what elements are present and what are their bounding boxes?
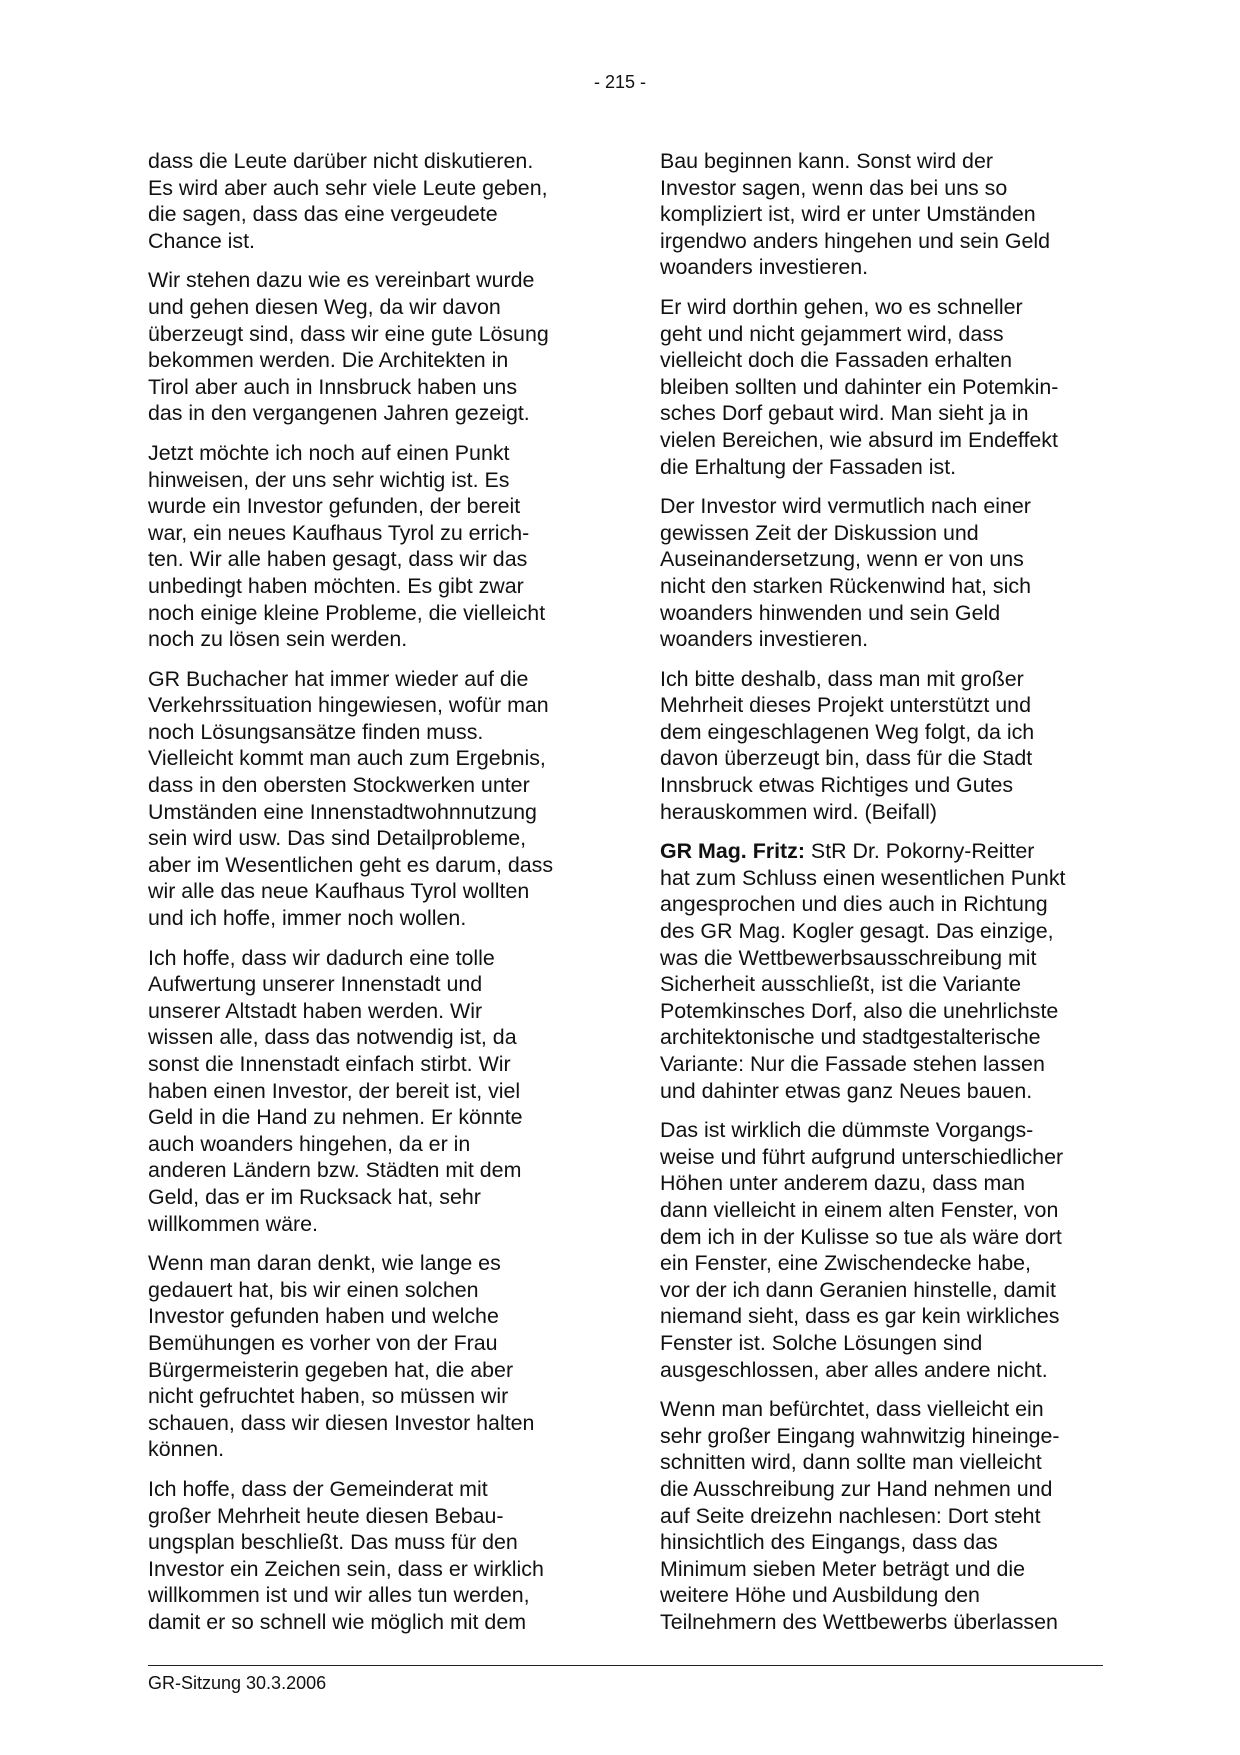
paragraph: Wenn man befürchtet, dass vielleicht ein sehr großer Eingang wahnwitzig hineinge- schnitten wird, dann sollte man vielleicht die Ausschreibung zur Hand nehmen und auf Seite dreizehn nachlesen: Dort steht hinsichtlich des Eingangs, dass das Minimum sieben Meter beträgt und die weitere Höhe und Ausbildung den Teilnehmern des Wettbewerbs überlassen — [660, 1397, 1060, 1634]
paragraph: Wenn man daran denkt, wie lange es gedauert hat, bis wir einen solchen Investor gefunden haben und welche Bemühungen es vorher von der Frau Bürgermeisterin gegeben hat, die aber nicht gefruchtet haben, so müssen wir schauen, dass wir diesen Investor halten können. — [148, 1251, 535, 1462]
paragraph: Er wird dorthin gehen, wo es schneller geht und nicht gejammert wird, dass vielleicht doch die Fassaden erhalten bleiben sollten und dahinter ein Potemkin- sches Dorf gebaut wird. Man sieht ja in vielen Bereichen, wie absurd im Endeffekt die Erhaltung der Fassaden ist. — [660, 294, 1059, 479]
paragraph: Ich hoffe, dass wir dadurch eine tolle Aufwertung unserer Innenstadt und unserer Altstadt haben werden. Wir wissen alle, dass das notwendig ist, da sonst die Innenstadt einfach stirbt. Wir haben einen Investor, der bereit ist, viel Geld in die Hand zu nehmen. Er könnte auch woanders hingehen, da er in anderen Ländern bzw. Städten mit dem Geld, das er im Rucksack hat, sehr willkommen wäre. — [148, 945, 523, 1236]
paragraph: Das ist wirklich die dümmste Vorgangs- weise und führt aufgrund unterschiedlicher Höhen unter anderem dazu, dass man dann vielleicht in einem alten Fenster, von dem ich in der Kulisse so tue als wäre dort ein Fenster, eine Zwischendecke habe, vor der ich dann Geranien hinstelle, damit niemand sieht, dass es gar kein wirkliches Fenster ist. Solche Lösungen sind ausgeschlossen, aber alles andere nicht. — [660, 1118, 1064, 1382]
footer-session-label: GR-Sitzung 30.3.2006 — [148, 1673, 327, 1693]
speaker-paragraph — [660, 838, 1108, 1104]
paragraph: dass die Leute darüber nicht diskutieren. Es wird aber auch sehr viele Leute geben, die sagen, dass das eine vergeudete Chance ist. — [148, 149, 548, 253]
page-number: - 215 - — [593, 72, 647, 92]
left-column — [148, 148, 596, 1648]
paragraph: Wir stehen dazu wie es vereinbart wurde und gehen diesen Weg, da wir davon überzeugt sind, dass wir eine gute Lösung bekommen werden. Die Architekten in Tirol aber auch in Innsbruck haben uns das in den vergangenen Jahren gezeigt. — [148, 268, 549, 426]
paragraph: Bau beginnen kann. Sonst wird der Investor sagen, wenn das bei uns so kompliziert ist, wird er unter Umständen irgendwo anders hingehen und sein Geld woanders investieren. — [660, 149, 1051, 280]
paragraph: Ich hoffe, dass der Gemeinderat mit großer Mehrheit heute diesen Bebau- ungsplan beschließt. Das muss für den Investor ein Zeichen sein, dass er wirklich willkommen ist und wir alles tun werden, damit er so schnell wie möglich mit dem — [148, 1476, 544, 1634]
right-column — [660, 148, 1108, 1648]
paragraph: Ich bitte deshalb, dass man mit großer Mehrheit dieses Projekt unterstützt und dem eingeschlagenen Weg folgt, da ich davon überzeugt bin, dass für die Stadt Innsbruck etwas Richtiges und Gutes herauskommen wird. (Beifall) — [660, 666, 1035, 824]
speaker-name: GR Mag. Fritz: — [660, 839, 805, 864]
paragraph: GR Buchacher hat immer wieder auf die Verkehrssituation hingewiesen, wofür man noch Lösungsansätze finden muss. Vielleicht kommt man auch zum Ergebnis, dass in den obersten Stockwerken unter Umständen eine Innenstadtwohnnutzung sein wird usw. Das sind Detailprobleme, aber im Wesentlichen geht es darum, dass wir alle das neue Kaufhaus Tyrol wollten und ich hoffe, immer noch wollen. — [148, 666, 554, 931]
paragraph: Jetzt möchte ich noch auf einen Punkt hinweisen, der uns sehr wichtig ist. Es wurde ein Investor gefunden, der bereit war, ein neues Kaufhaus Tyrol zu errich- ten. Wir alle haben gesagt, dass wir das unbedingt haben möchten. Es gibt zwar noch einige kleine Probleme, die vielleicht noch zu lösen sein werden. — [148, 440, 546, 652]
speaker-text: StR Dr. Pokorny-Reitter hat zum Schluss einen wesentlichen Punkt angesprochen und dies auch in Richtung des GR Mag. Kogler gesagt. Das einzige, was die Wettbewerbsausschreibung mit Sicherheit ausschließt, ist die Variante Potemkinsches Dorf, also die unehrlichste architektonische und stadtgestalterische Variante: Nur die Fassade stehen lassen und dahinter etwas ganz Neues bauen. — [660, 839, 1066, 1103]
paragraph: Der Investor wird vermutlich nach einer gewissen Zeit der Diskussion und Auseinandersetzung, wenn er von uns nicht den starken Rückenwind hat, sich woanders hinwenden und sein Geld woanders investieren. — [660, 494, 1031, 652]
footer-divider — [148, 1665, 1103, 1666]
